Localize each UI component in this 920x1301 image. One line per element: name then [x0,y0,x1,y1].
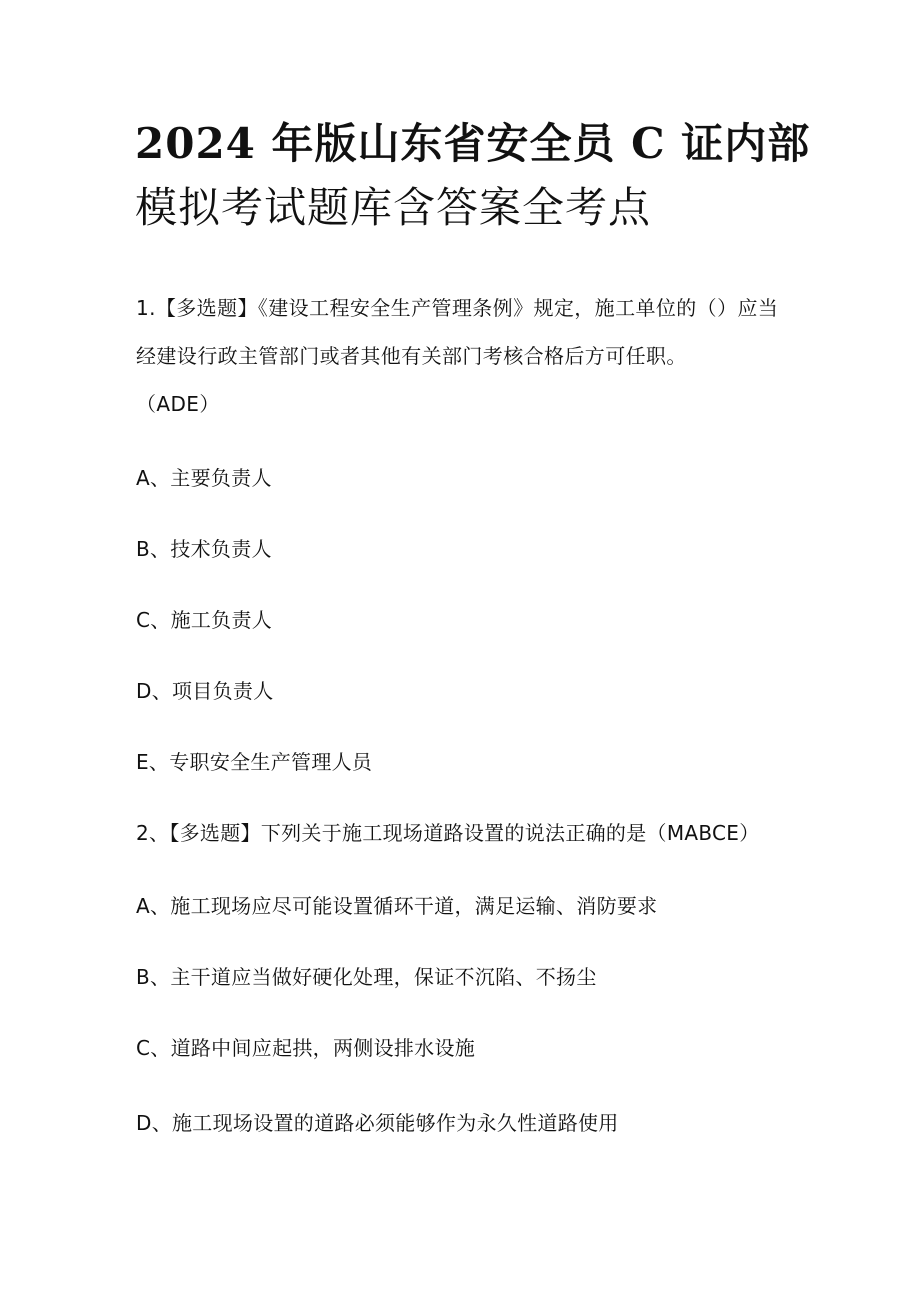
title-line-2: 模拟考试题库含答案全考点 [135,183,652,232]
question-1-line-2: 经建设行政主管部门或者其他有关部门考核合格后方可任职。 [136,344,687,368]
question-1-option-e: E、专职安全生产管理人员 [136,750,373,774]
question-1-stem [136,284,806,428]
question-2-option-c: C、道路中间应起拱，两侧设排水设施 [136,1036,476,1060]
question-2-option-b: B、主干道应当做好硬化处理，保证不沉陷、不扬尘 [136,965,597,989]
question-1-line-1: 1.【多选题】《建设工程安全生产管理条例》规定，施工单位的（）应当 [136,296,779,320]
question-1-option-a: A、主要负责人 [136,466,272,490]
question-2-option-a: A、施工现场应尽可能设置循环干道，满足运输、消防要求 [136,894,658,918]
document-title [135,112,811,240]
question-1-option-d: D、项目负责人 [136,679,274,703]
question-1-option-c: C、施工负责人 [136,608,273,632]
question-1-option-b: B、技术负责人 [136,537,272,561]
title-line-1: 2024 年版山东省安全员 C 证内部 [135,119,811,168]
question-2-stem: 2、【多选题】下列关于施工现场道路设置的说法正确的是（MABCE） [136,821,760,845]
question-2-option-d: D、施工现场设置的道路必须能够作为永久性道路使用 [136,1111,619,1135]
question-1-answer: （ADE） [136,392,220,416]
